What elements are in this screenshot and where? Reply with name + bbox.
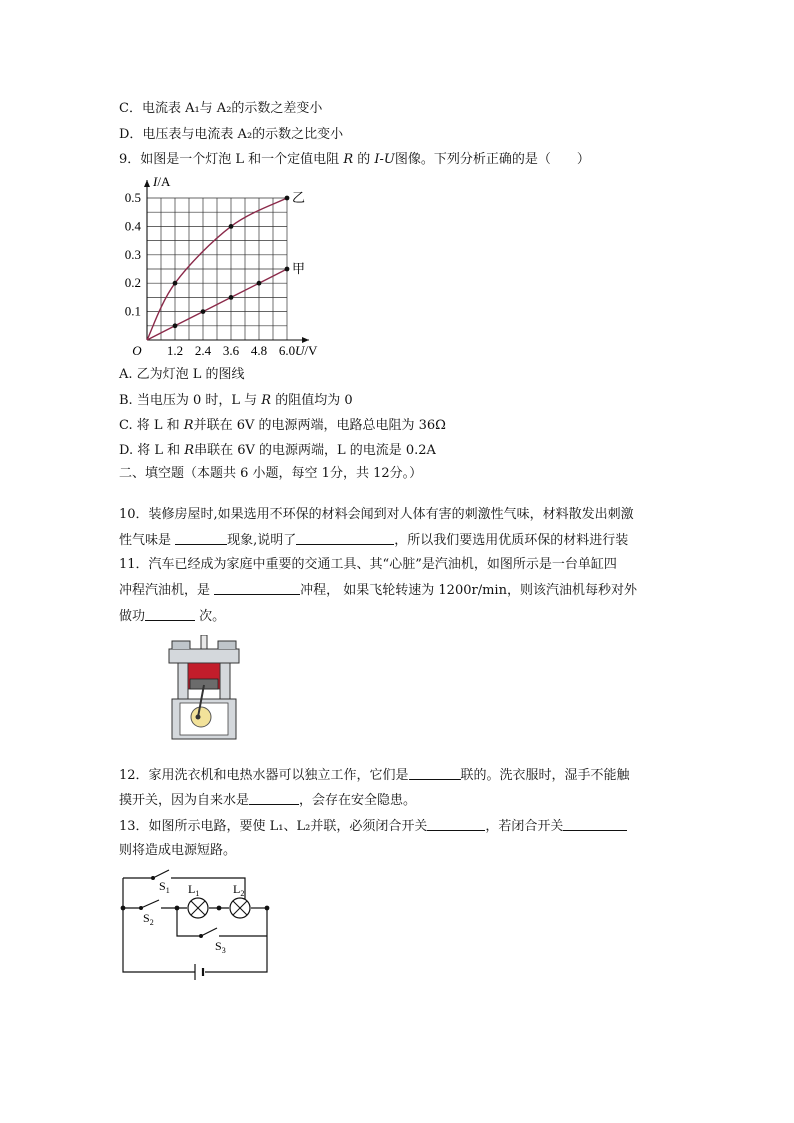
q10-blank-2[interactable] bbox=[296, 532, 394, 545]
data-point bbox=[173, 281, 178, 286]
q9-option-d-r: R bbox=[184, 443, 195, 458]
x-tick-label: 6.0 bbox=[278, 343, 296, 358]
y-tick-label: 0.5 bbox=[124, 190, 141, 205]
data-point bbox=[173, 323, 178, 328]
q9-option-d-post: 串联在 6V 的电源两端，L 的电流是 0.2A bbox=[194, 443, 436, 458]
q12-line-2-a: 摸开关，因为自来水是 bbox=[119, 793, 250, 808]
chart-grid bbox=[147, 198, 287, 340]
q9-number: 9． bbox=[119, 152, 141, 167]
origin-label: O bbox=[132, 343, 142, 358]
engine-head bbox=[169, 649, 239, 663]
data-point bbox=[229, 224, 234, 229]
label-l2: $L_2$ bbox=[233, 882, 245, 898]
cylinder-wall-right bbox=[220, 663, 230, 699]
q12-line-1-b: 联的。洗衣服时，湿手不能触 bbox=[460, 768, 630, 783]
q13-blank-1[interactable] bbox=[427, 818, 485, 831]
x-tick-label: 1.2 bbox=[166, 343, 184, 358]
y-tick-label: 0.3 bbox=[124, 246, 141, 262]
q9-stem-a: 如图是一个灯泡 L 和一个定值电阻 bbox=[140, 152, 344, 167]
q9-stem-r: R bbox=[343, 152, 354, 167]
chart-series bbox=[147, 196, 289, 340]
q10-line-2-b: 现象,说明了 bbox=[227, 533, 297, 548]
cylinder-wall-left bbox=[178, 663, 188, 699]
x-tick-label: 3.6 bbox=[222, 343, 240, 358]
q9-option-c-post: 并联在 6V 的电源两端，电路总电阻为 36Ω bbox=[193, 418, 446, 433]
circuit-diagram bbox=[115, 868, 275, 988]
q12-blank-2[interactable] bbox=[249, 792, 299, 805]
iu-chart bbox=[119, 172, 349, 364]
q11-line-2-a: 冲程汽油机，是 bbox=[119, 583, 215, 598]
q9-stem-iu: I-U bbox=[374, 152, 395, 167]
q9-option-c bbox=[119, 418, 446, 434]
flywheel bbox=[191, 707, 211, 727]
q9-option-d-pre: D. 将 L 和 bbox=[119, 443, 185, 458]
x-tick-label: 2.4 bbox=[194, 343, 212, 358]
data-point bbox=[285, 267, 290, 272]
q13-line-1 bbox=[119, 818, 627, 835]
q12-line-1 bbox=[119, 767, 630, 784]
switch-s3-blade bbox=[201, 928, 217, 936]
y-tick-label: 0.2 bbox=[124, 275, 141, 291]
y-axis-arrow bbox=[144, 180, 150, 187]
q8-option-c: C．电流表 A₁与 A₂的示数之差变小 bbox=[119, 101, 323, 116]
section-2-title: 二、填空题（本题共 6 小题，每空 1分，共 12分。） bbox=[119, 466, 423, 481]
data-point bbox=[257, 281, 262, 286]
q11-blank-2[interactable] bbox=[145, 608, 195, 621]
q11-line-3-a: 做功 bbox=[119, 609, 146, 624]
gasoline-engine-illustration bbox=[168, 635, 240, 743]
q9-option-d bbox=[119, 443, 436, 459]
crank-pin bbox=[196, 715, 201, 720]
label-l1: $L_1$ bbox=[188, 882, 200, 898]
q9-option-c-pre: C. 将 L 和 bbox=[119, 418, 184, 433]
chart-axes bbox=[144, 180, 309, 343]
series-label: 甲 bbox=[292, 261, 306, 276]
series-label: 乙 bbox=[292, 190, 306, 205]
q10-line-2-a: 性气味是 bbox=[119, 533, 176, 548]
spark-plug-icon bbox=[201, 635, 207, 649]
q13-blank-2[interactable] bbox=[563, 818, 627, 831]
q9-option-b bbox=[119, 393, 353, 409]
data-point bbox=[285, 196, 290, 201]
q9-option-c-r: R bbox=[183, 418, 194, 433]
q12-line-2 bbox=[119, 792, 416, 809]
q12-line-1-a: 12．家用洗衣机和电热水器可以独立工作，它们是 bbox=[119, 768, 409, 783]
data-point bbox=[229, 295, 234, 300]
q8-option-d: D．电压表与电流表 A₂的示数之比变小 bbox=[119, 127, 344, 142]
y-tick-label: 0.4 bbox=[124, 218, 141, 234]
x-tick-label: 4.8 bbox=[250, 343, 268, 358]
q11-line-2 bbox=[119, 582, 637, 599]
x-axis-label: U/V bbox=[295, 343, 318, 358]
q9-stem-b: 的 bbox=[353, 152, 375, 167]
q9-stem bbox=[119, 152, 590, 168]
q13-line-1-a: 13．如图所示电路，要使 L₁、L₂并联，必须闭合开关 bbox=[119, 819, 428, 834]
q9-option-b-r: R bbox=[261, 393, 272, 408]
q9-stem-c: 图像。下列分析正确的是（ ） bbox=[394, 152, 590, 167]
switch-s2-blade bbox=[141, 900, 159, 908]
chart-labels bbox=[125, 174, 318, 358]
q11-line-1: 11．汽车已经成为家庭中重要的交通工具、其“心脏”是汽油机，如图所示是一台单缸四 bbox=[119, 557, 617, 572]
q12-blank-1[interactable] bbox=[409, 767, 461, 780]
q11-line-3-b: 次。 bbox=[195, 609, 226, 624]
switch-s1-blade bbox=[153, 870, 169, 878]
q9-option-b-pre: B. 当电压为 0 时，L 与 bbox=[119, 393, 262, 408]
data-point bbox=[201, 309, 206, 314]
q11-line-3 bbox=[119, 608, 225, 625]
lamp-l2-icon bbox=[230, 898, 250, 918]
q10-line-1: 10．装修房屋时,如果选用不环保的材料会闻到对人体有害的刺激性气味，材料散发出刺激 bbox=[119, 507, 634, 522]
q12-line-2-b: ，会存在安全隐患。 bbox=[299, 793, 417, 808]
q13-line-1-b: ，若闭合开关 bbox=[485, 819, 564, 834]
label-s1: $S_1$ bbox=[159, 879, 170, 895]
y-axis-label: I/A bbox=[153, 174, 171, 189]
q11-blank-1[interactable] bbox=[214, 582, 300, 595]
q10-line-2-c: ，所以我们要选用优质环保的材料进行装 bbox=[394, 533, 629, 548]
q9-option-b-post: 的阻值均为 0 bbox=[271, 393, 353, 408]
lamp-l1-icon bbox=[188, 898, 208, 918]
label-s3: $S_3$ bbox=[215, 939, 226, 955]
q9-option-a: A. 乙为灯泡 L 的图线 bbox=[119, 367, 245, 382]
q13-line-2: 则将造成电源短路。 bbox=[119, 843, 237, 858]
q10-blank-1[interactable] bbox=[175, 532, 227, 545]
y-tick-label: 0.1 bbox=[124, 303, 141, 319]
q11-line-2-b: 冲程， 如果飞轮转速为 1200r/min，则该汽油机每秒对外 bbox=[300, 583, 637, 598]
label-s2: $S_2$ bbox=[143, 911, 154, 927]
q10-line-2 bbox=[119, 532, 628, 549]
